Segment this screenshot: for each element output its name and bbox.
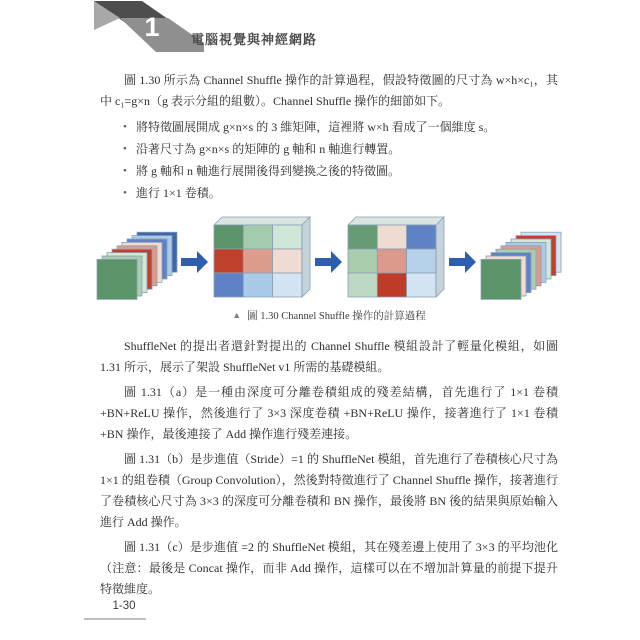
bullet-item: • 沿著尺寸為 g×n×s 的矩陣的 g 軸和 n 軸進行轉置。 — [123, 139, 558, 160]
paragraph-figure-intro: 圖 1.30 所示為 Channel Shuffle 操作的計算過程，假設特徵圖的尺寸為 w×h×c₁，其中 c₁=g×n（g 表示分組的組數）。Channel Shuffle 操作的細節如下。 — [100, 73, 558, 108]
arrow-right-icon — [181, 249, 209, 275]
paragraph-shufflenet-intro: ShuffleNet 的提出者還針對提出的 Channel Shuffle 模組設計了輕量化模組，如圖 1.31 所示，展示了架設 ShuffleNet v1 所需的基礎模組。 — [100, 339, 558, 374]
bullet-item: • 將特徵圖展開成 g×n×s 的 3 維矩陣，這裡將 w×h 看成了一個維度 s。 — [123, 117, 558, 138]
paragraph-module-c: 圖 1.31（c）是步進值 =2 的 ShuffleNet 模組，其在殘差邊上使用了 3×3 的平均池化（注意：最後是 Concat 操作，而非 Add 操作，這樣可以在不增加計算量的前提下提升特徵維度。 — [100, 540, 558, 596]
feature-map-after — [480, 231, 562, 301]
arrow-right-icon — [315, 249, 343, 275]
bullet-item: • 將 g 軸和 n 軸進行展開後得到變換之後的特徵圖。 — [123, 161, 558, 182]
feature-map-before — [96, 231, 178, 301]
matrix-before-transpose — [212, 215, 312, 299]
page-number: 1-30 — [112, 600, 136, 612]
paragraph-module-b: 圖 1.31（b）是步進值（Stride）=1 的 ShuffleNet 模組，首先進行了卷積核心尺寸為 1×1 的組卷積（Group Convolution），然後對特徵進行了 Channel Shuffle 操作，接著進行了卷積核心尺寸為 3×3 的深度可分離卷積和 BN 操作，最後將 BN 後的結果與原始輸入進行 Add 操作。 — [100, 452, 558, 529]
page-body — [100, 70, 558, 604]
arrow-right-icon — [449, 249, 477, 275]
caption-triangle-icon: ▲ — [232, 310, 242, 320]
figure-caption — [100, 308, 558, 323]
caption-text: 圖 1.30 Channel Shuffle 操作的計算過程 — [247, 311, 426, 322]
paragraph-module-a: 圖 1.31（a）是一種由深度可分離卷積組成的殘差結構，首先進行了 1×1 卷積 +BN+ReLU 操作，然後進行了 3×3 深度卷積 +BN+ReLU 操作，接著進行了 1×1 卷積 +BN 操作，最後連接了 Add 操作進行殘差連接。 — [100, 385, 558, 441]
bullet-item: • 進行 1×1 卷積。 — [123, 183, 558, 204]
channel-shuffle-diagram — [100, 213, 558, 301]
chapter-title: 電腦視覺與神經網路 — [191, 32, 318, 47]
chapter-number: 1 — [144, 12, 160, 42]
bullet-list — [100, 117, 558, 204]
figure-1-30 — [100, 213, 558, 323]
matrix-after-transpose — [346, 215, 446, 299]
footer-rule — [84, 618, 146, 620]
